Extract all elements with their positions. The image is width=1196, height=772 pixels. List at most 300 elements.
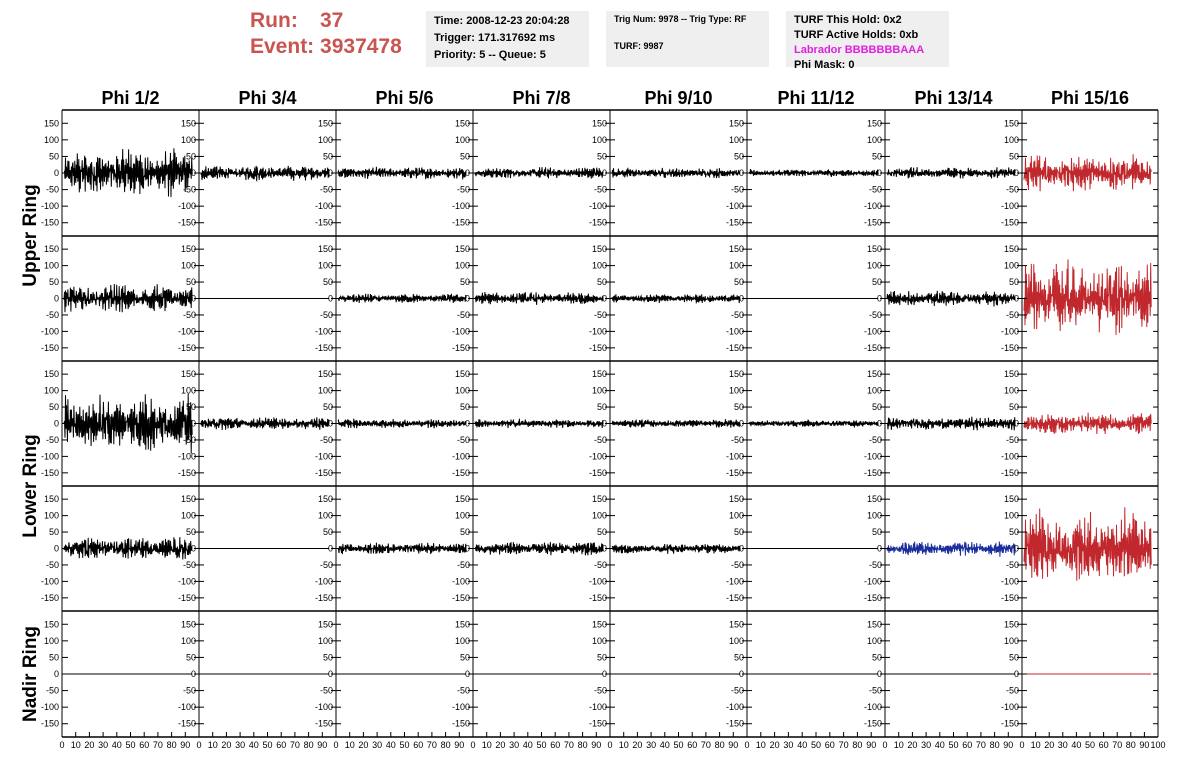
y-tick-label: 50 [596, 527, 607, 538]
y-tick-label: -150 [588, 592, 607, 603]
y-tick-label: 100 [454, 510, 470, 521]
y-tick-label: -50 [730, 309, 744, 320]
x-tick-label: 40 [659, 740, 670, 750]
x-tick-label: 70 [838, 740, 849, 750]
y-tick-label: 50 [48, 402, 59, 413]
x-tick-label: 20 [769, 740, 780, 750]
y-tick-label: -50 [456, 309, 470, 320]
y-tick-label: 100 [728, 134, 744, 145]
y-tick-label: 100 [866, 385, 882, 396]
y-tick-label: 100 [728, 385, 744, 396]
y-tick-label: 50 [871, 527, 882, 538]
y-tick-label: -100 [314, 326, 333, 337]
x-tick-label: 90 [317, 740, 328, 750]
y-tick-label: -50 [868, 685, 882, 696]
y-tick-label: 100 [866, 134, 882, 145]
y-tick-label: 100 [866, 260, 882, 271]
y-tick-label: 0 [464, 168, 470, 178]
y-tick-label: -150 [725, 467, 744, 478]
y-tick-label: -100 [177, 702, 196, 713]
y-tick-label: 100 [1003, 385, 1019, 396]
priority-line: Priority: 5 -- Queue: 5 [434, 49, 546, 61]
x-tick-label: 0 [607, 740, 613, 750]
x-tick-label: 60 [687, 740, 698, 750]
x-tick-label: 10 [618, 740, 629, 750]
waveform-trace [201, 417, 329, 430]
waveform-trace [338, 167, 466, 180]
y-tick-label: 50 [48, 527, 59, 538]
y-tick-label: -50 [456, 434, 470, 445]
y-tick-label: 150 [317, 369, 333, 380]
y-tick-label: -50 [730, 685, 744, 696]
x-tick-label: 0 [744, 740, 750, 750]
y-tick-label: -150 [863, 718, 882, 729]
y-tick-label: 50 [596, 277, 607, 288]
y-tick-label: 100 [180, 385, 196, 396]
y-tick-label: 150 [591, 118, 607, 129]
y-tick-label: -50 [1005, 434, 1019, 445]
y-tick-label: 100 [317, 635, 333, 646]
waveform-trace [475, 167, 603, 179]
x-tick-label: 30 [783, 740, 794, 750]
x-tick-label: 20 [495, 740, 506, 750]
x-tick-label: 90 [866, 740, 877, 750]
y-tick-label: -50 [730, 434, 744, 445]
y-tick-label: -100 [451, 201, 470, 212]
x-tick-label: 30 [235, 740, 246, 750]
y-tick-label: -50 [1005, 184, 1019, 195]
x-tick-label: 40 [385, 740, 396, 750]
x-tick-label: 100 [1150, 740, 1166, 750]
y-tick-label: 50 [733, 277, 744, 288]
y-tick-label: 50 [185, 402, 196, 413]
y-tick-label: -50 [182, 434, 196, 445]
y-tick-label: 0 [53, 418, 59, 429]
y-tick-label: -150 [451, 467, 470, 478]
y-tick-label: -150 [725, 592, 744, 603]
y-tick-label: -50 [45, 685, 59, 696]
y-tick-label: 100 [454, 134, 470, 145]
y-tick-label: 100 [180, 134, 196, 145]
y-tick-label: 50 [185, 527, 196, 538]
waveform-trace [64, 148, 192, 197]
x-tick-label: 0 [1019, 740, 1025, 750]
y-tick-label: 100 [43, 510, 59, 521]
x-tick-label: 30 [921, 740, 932, 750]
y-tick-label: 100 [866, 510, 882, 521]
x-tick-label: 70 [563, 740, 574, 750]
x-tick-label: 10 [344, 740, 355, 750]
y-tick-label: -150 [314, 592, 333, 603]
y-tick-label: 0 [464, 543, 470, 554]
trig-line: Trig Num: 9978 -- Trig Type: RF [614, 14, 747, 24]
y-tick-label: 50 [459, 402, 470, 413]
y-tick-label: 100 [43, 260, 59, 271]
trigger-line: Trigger: 171.317692 ms [434, 32, 556, 44]
y-tick-label: 150 [180, 118, 196, 129]
y-tick-label: -150 [1000, 467, 1019, 478]
y-tick-label: 100 [454, 260, 470, 271]
waveform-trace [1024, 413, 1151, 434]
y-tick-label: 0 [190, 669, 196, 679]
y-tick-label: 0 [1013, 293, 1019, 304]
y-tick-label: 0 [464, 293, 470, 304]
y-tick-label: -100 [725, 326, 744, 337]
y-tick-label: -150 [40, 342, 59, 353]
y-tick-label: 50 [733, 402, 744, 413]
y-tick-label: 150 [728, 494, 744, 505]
y-tick-label: 50 [48, 652, 59, 663]
y-tick-label: 50 [48, 277, 59, 288]
y-tick-label: 0 [738, 543, 744, 554]
y-tick-label: 150 [728, 619, 744, 630]
y-tick-label: 100 [866, 635, 882, 646]
x-tick-label: 0 [882, 740, 888, 750]
y-tick-label: 0 [738, 669, 744, 679]
x-tick-label: 40 [934, 740, 945, 750]
y-tick-label: 50 [322, 277, 333, 288]
y-tick-label: 100 [1003, 510, 1019, 521]
y-tick-label: 0 [464, 418, 470, 429]
x-tick-label: 30 [646, 740, 657, 750]
y-tick-label: 100 [591, 635, 607, 646]
x-tick-label: 50 [810, 740, 822, 750]
y-tick-label: -100 [588, 576, 607, 587]
y-tick-label: 150 [317, 619, 333, 630]
x-tick-label: 50 [125, 740, 136, 750]
y-tick-label: -100 [588, 702, 607, 713]
x-tick-label: 90 [180, 740, 191, 750]
x-tick-label: 50 [262, 740, 273, 750]
waveform-trace [1024, 507, 1151, 581]
y-tick-label: 0 [190, 418, 196, 429]
y-tick-label: -150 [451, 342, 470, 353]
x-tick-label: 60 [139, 740, 150, 750]
y-tick-label: -150 [588, 718, 607, 729]
y-tick-label: -50 [45, 309, 59, 320]
y-tick-label: -50 [593, 309, 607, 320]
y-tick-label: 150 [180, 244, 196, 255]
y-tick-label: -50 [1005, 685, 1019, 696]
y-tick-label: 50 [1008, 277, 1019, 288]
y-tick-label: -100 [725, 201, 744, 212]
y-tick-label: 150 [1003, 369, 1019, 380]
y-tick-label: 150 [728, 118, 744, 129]
y-tick-label: -150 [40, 718, 59, 729]
y-tick-label: 50 [871, 151, 882, 162]
y-tick-label: 100 [591, 385, 607, 396]
turf-line: TURF: 9987 [614, 41, 664, 51]
x-tick-label: 80 [1125, 740, 1136, 750]
y-tick-label: 100 [1003, 260, 1019, 271]
y-tick-label: 0 [1013, 418, 1019, 429]
y-tick-label: -150 [177, 467, 196, 478]
y-tick-label: 0 [601, 168, 607, 178]
y-tick-label: -100 [40, 201, 59, 212]
x-tick-label: 0 [196, 740, 202, 750]
y-tick-label: -100 [588, 201, 607, 212]
y-tick-label: -150 [725, 217, 744, 228]
y-tick-label: -100 [451, 702, 470, 713]
y-tick-label: -50 [456, 184, 470, 195]
x-tick-label: 40 [797, 740, 808, 750]
y-tick-label: 150 [866, 244, 882, 255]
y-tick-label: 50 [871, 402, 882, 413]
y-tick-label: -100 [177, 326, 196, 337]
y-tick-label: -50 [319, 685, 333, 696]
y-tick-label: -100 [314, 702, 333, 713]
column-title: Phi 11/12 [777, 88, 855, 108]
waveform-trace [887, 417, 1015, 431]
y-tick-label: 150 [317, 244, 333, 255]
y-tick-label: 100 [728, 510, 744, 521]
x-tick-label: 70 [975, 740, 986, 750]
y-tick-label: -50 [182, 309, 196, 320]
y-tick-label: -50 [45, 184, 59, 195]
y-tick-label: 150 [43, 369, 59, 380]
y-tick-label: -100 [725, 451, 744, 462]
y-tick-label: 100 [180, 635, 196, 646]
y-tick-label: 100 [591, 134, 607, 145]
y-tick-label: 100 [454, 385, 470, 396]
y-tick-label: -50 [593, 559, 607, 570]
x-tick-label: 30 [509, 740, 520, 750]
column-title: Phi 3/4 [238, 88, 297, 108]
x-tick-label: 90 [1003, 740, 1014, 750]
y-tick-label: 0 [327, 669, 333, 679]
y-tick-label: 100 [454, 635, 470, 646]
y-tick-label: -50 [45, 434, 59, 445]
y-tick-label: 150 [43, 244, 59, 255]
waveform-trace [887, 291, 1015, 307]
x-tick-label: 80 [166, 740, 177, 750]
x-tick-label: 60 [1098, 740, 1109, 750]
y-tick-label: 0 [53, 543, 59, 554]
x-tick-label: 10 [207, 740, 218, 750]
waveform-trace [475, 292, 603, 305]
phi-mask-line: Phi Mask: 0 [794, 59, 855, 71]
y-tick-label: 0 [876, 543, 882, 554]
row-group-label: Upper Ring [20, 184, 41, 287]
y-tick-label: -100 [451, 451, 470, 462]
x-tick-label: 60 [276, 740, 287, 750]
x-tick-label: 0 [470, 740, 476, 750]
y-tick-label: 50 [185, 652, 196, 663]
y-tick-label: 0 [1013, 168, 1019, 178]
x-tick-label: 70 [1112, 740, 1123, 750]
y-tick-label: 100 [180, 260, 196, 271]
row-group-label: Nadir Ring [20, 625, 41, 723]
y-tick-label: -50 [319, 309, 333, 320]
time-line: Time: 2008-12-23 20:04:28 [434, 15, 570, 27]
x-tick-label: 90 [1139, 740, 1150, 750]
y-tick-label: -50 [730, 559, 744, 570]
y-tick-label: 150 [1003, 244, 1019, 255]
y-tick-label: -100 [40, 326, 59, 337]
y-tick-label: 150 [454, 619, 470, 630]
y-tick-label: -100 [314, 451, 333, 462]
x-tick-label: 10 [893, 740, 904, 750]
event-value: 3937478 [320, 35, 402, 58]
y-tick-label: 0 [738, 418, 744, 429]
y-tick-label: -150 [588, 342, 607, 353]
y-tick-label: -150 [588, 467, 607, 478]
waveform-trace [1024, 154, 1151, 191]
y-tick-label: -100 [725, 576, 744, 587]
y-tick-label: 50 [1008, 527, 1019, 538]
y-tick-label: -150 [725, 718, 744, 729]
waveform-trace [612, 419, 740, 428]
y-tick-label: 0 [327, 293, 333, 304]
y-tick-label: -150 [725, 342, 744, 353]
y-tick-label: -150 [863, 592, 882, 603]
y-tick-label: -150 [588, 217, 607, 228]
y-tick-label: 0 [876, 293, 882, 304]
waveform-trace [64, 284, 192, 312]
x-tick-label: 10 [755, 740, 766, 750]
waveform-trace [749, 169, 878, 177]
event-label: Event: [250, 35, 315, 58]
y-tick-label: 50 [322, 652, 333, 663]
y-tick-label: 50 [459, 652, 470, 663]
y-tick-label: -150 [1000, 342, 1019, 353]
y-tick-label: 150 [866, 619, 882, 630]
y-tick-label: 100 [1003, 134, 1019, 145]
y-tick-label: 50 [185, 277, 196, 288]
x-tick-label: 60 [550, 740, 561, 750]
y-tick-label: 100 [317, 510, 333, 521]
y-tick-label: 150 [180, 494, 196, 505]
x-tick-label: 80 [303, 740, 314, 750]
y-tick-label: -50 [730, 184, 744, 195]
x-tick-label: 10 [1030, 740, 1041, 750]
y-tick-label: -100 [177, 576, 196, 587]
y-tick-label: 50 [48, 151, 59, 162]
waveform-trace [64, 394, 192, 454]
waveform-trace [201, 166, 329, 181]
y-tick-label: -150 [1000, 592, 1019, 603]
x-tick-label: 60 [413, 740, 424, 750]
y-tick-label: 150 [43, 118, 59, 129]
x-tick-label: 20 [632, 740, 643, 750]
y-tick-label: -150 [40, 467, 59, 478]
waveform-trace [1024, 260, 1151, 336]
x-tick-label: 0 [333, 740, 339, 750]
y-tick-label: 150 [180, 619, 196, 630]
y-tick-label: -150 [314, 718, 333, 729]
y-tick-label: 0 [190, 168, 196, 178]
y-tick-label: -50 [593, 184, 607, 195]
x-tick-label: 30 [98, 740, 109, 750]
y-tick-label: 50 [733, 527, 744, 538]
x-tick-label: 50 [948, 740, 959, 750]
y-tick-label: 150 [866, 494, 882, 505]
y-tick-label: -50 [182, 559, 196, 570]
y-tick-label: -100 [314, 576, 333, 587]
y-tick-label: -50 [319, 184, 333, 195]
y-tick-label: 150 [591, 619, 607, 630]
y-tick-label: -50 [456, 559, 470, 570]
y-tick-label: -100 [863, 201, 882, 212]
x-tick-label: 10 [70, 740, 81, 750]
y-tick-label: -150 [863, 467, 882, 478]
y-tick-label: 0 [327, 543, 333, 554]
waveform-trace [475, 542, 603, 555]
y-tick-label: -100 [725, 702, 744, 713]
y-tick-label: 150 [728, 244, 744, 255]
y-tick-label: -50 [593, 685, 607, 696]
waveform-trace [749, 420, 878, 428]
y-tick-label: 50 [871, 652, 882, 663]
y-tick-label: 150 [317, 118, 333, 129]
x-tick-label: 20 [907, 740, 918, 750]
y-tick-label: -100 [40, 576, 59, 587]
x-tick-label: 30 [372, 740, 383, 750]
y-tick-label: -150 [177, 342, 196, 353]
waveform-trace [887, 167, 1015, 178]
y-tick-label: -100 [863, 451, 882, 462]
y-tick-label: 0 [738, 168, 744, 178]
x-tick-label: 80 [440, 740, 451, 750]
y-tick-label: 0 [53, 669, 59, 679]
waveform-trace [338, 419, 466, 429]
y-tick-label: 50 [871, 277, 882, 288]
x-tick-label: 50 [536, 740, 547, 750]
y-tick-label: 150 [43, 494, 59, 505]
x-tick-label: 80 [577, 740, 588, 750]
x-tick-label: 30 [1057, 740, 1068, 750]
y-tick-label: -100 [1000, 201, 1019, 212]
y-tick-label: 100 [591, 510, 607, 521]
y-tick-label: 150 [866, 369, 882, 380]
y-tick-label: 100 [43, 385, 59, 396]
turf-active-line: TURF Active Holds: 0xb [794, 29, 919, 41]
y-tick-label: -150 [314, 217, 333, 228]
x-tick-label: 40 [522, 740, 533, 750]
y-tick-label: 150 [1003, 118, 1019, 129]
y-tick-label: 0 [1013, 543, 1019, 554]
x-tick-label: 40 [111, 740, 122, 750]
x-tick-label: 90 [454, 740, 465, 750]
y-tick-label: 0 [53, 168, 59, 178]
y-tick-label: 0 [1013, 669, 1019, 679]
y-tick-label: -100 [40, 451, 59, 462]
y-tick-label: 50 [322, 402, 333, 413]
waveform-trace [612, 168, 740, 178]
y-tick-label: -100 [863, 326, 882, 337]
x-tick-label: 20 [84, 740, 95, 750]
y-tick-label: -150 [40, 217, 59, 228]
y-tick-label: 0 [190, 293, 196, 304]
x-tick-label: 90 [591, 740, 602, 750]
x-tick-label: 20 [358, 740, 369, 750]
y-tick-label: -150 [451, 718, 470, 729]
y-tick-label: 50 [596, 402, 607, 413]
y-tick-label: -150 [314, 342, 333, 353]
y-tick-label: 50 [1008, 652, 1019, 663]
y-tick-label: -100 [1000, 326, 1019, 337]
x-tick-label: 80 [714, 740, 725, 750]
y-tick-label: 0 [53, 293, 59, 304]
y-tick-label: -150 [177, 718, 196, 729]
x-tick-label: 50 [673, 740, 684, 750]
y-tick-label: -100 [451, 326, 470, 337]
y-tick-label: 50 [596, 151, 607, 162]
y-tick-label: -50 [868, 434, 882, 445]
y-tick-label: -50 [45, 559, 59, 570]
waveform-trace [612, 544, 740, 554]
y-tick-label: 50 [459, 277, 470, 288]
